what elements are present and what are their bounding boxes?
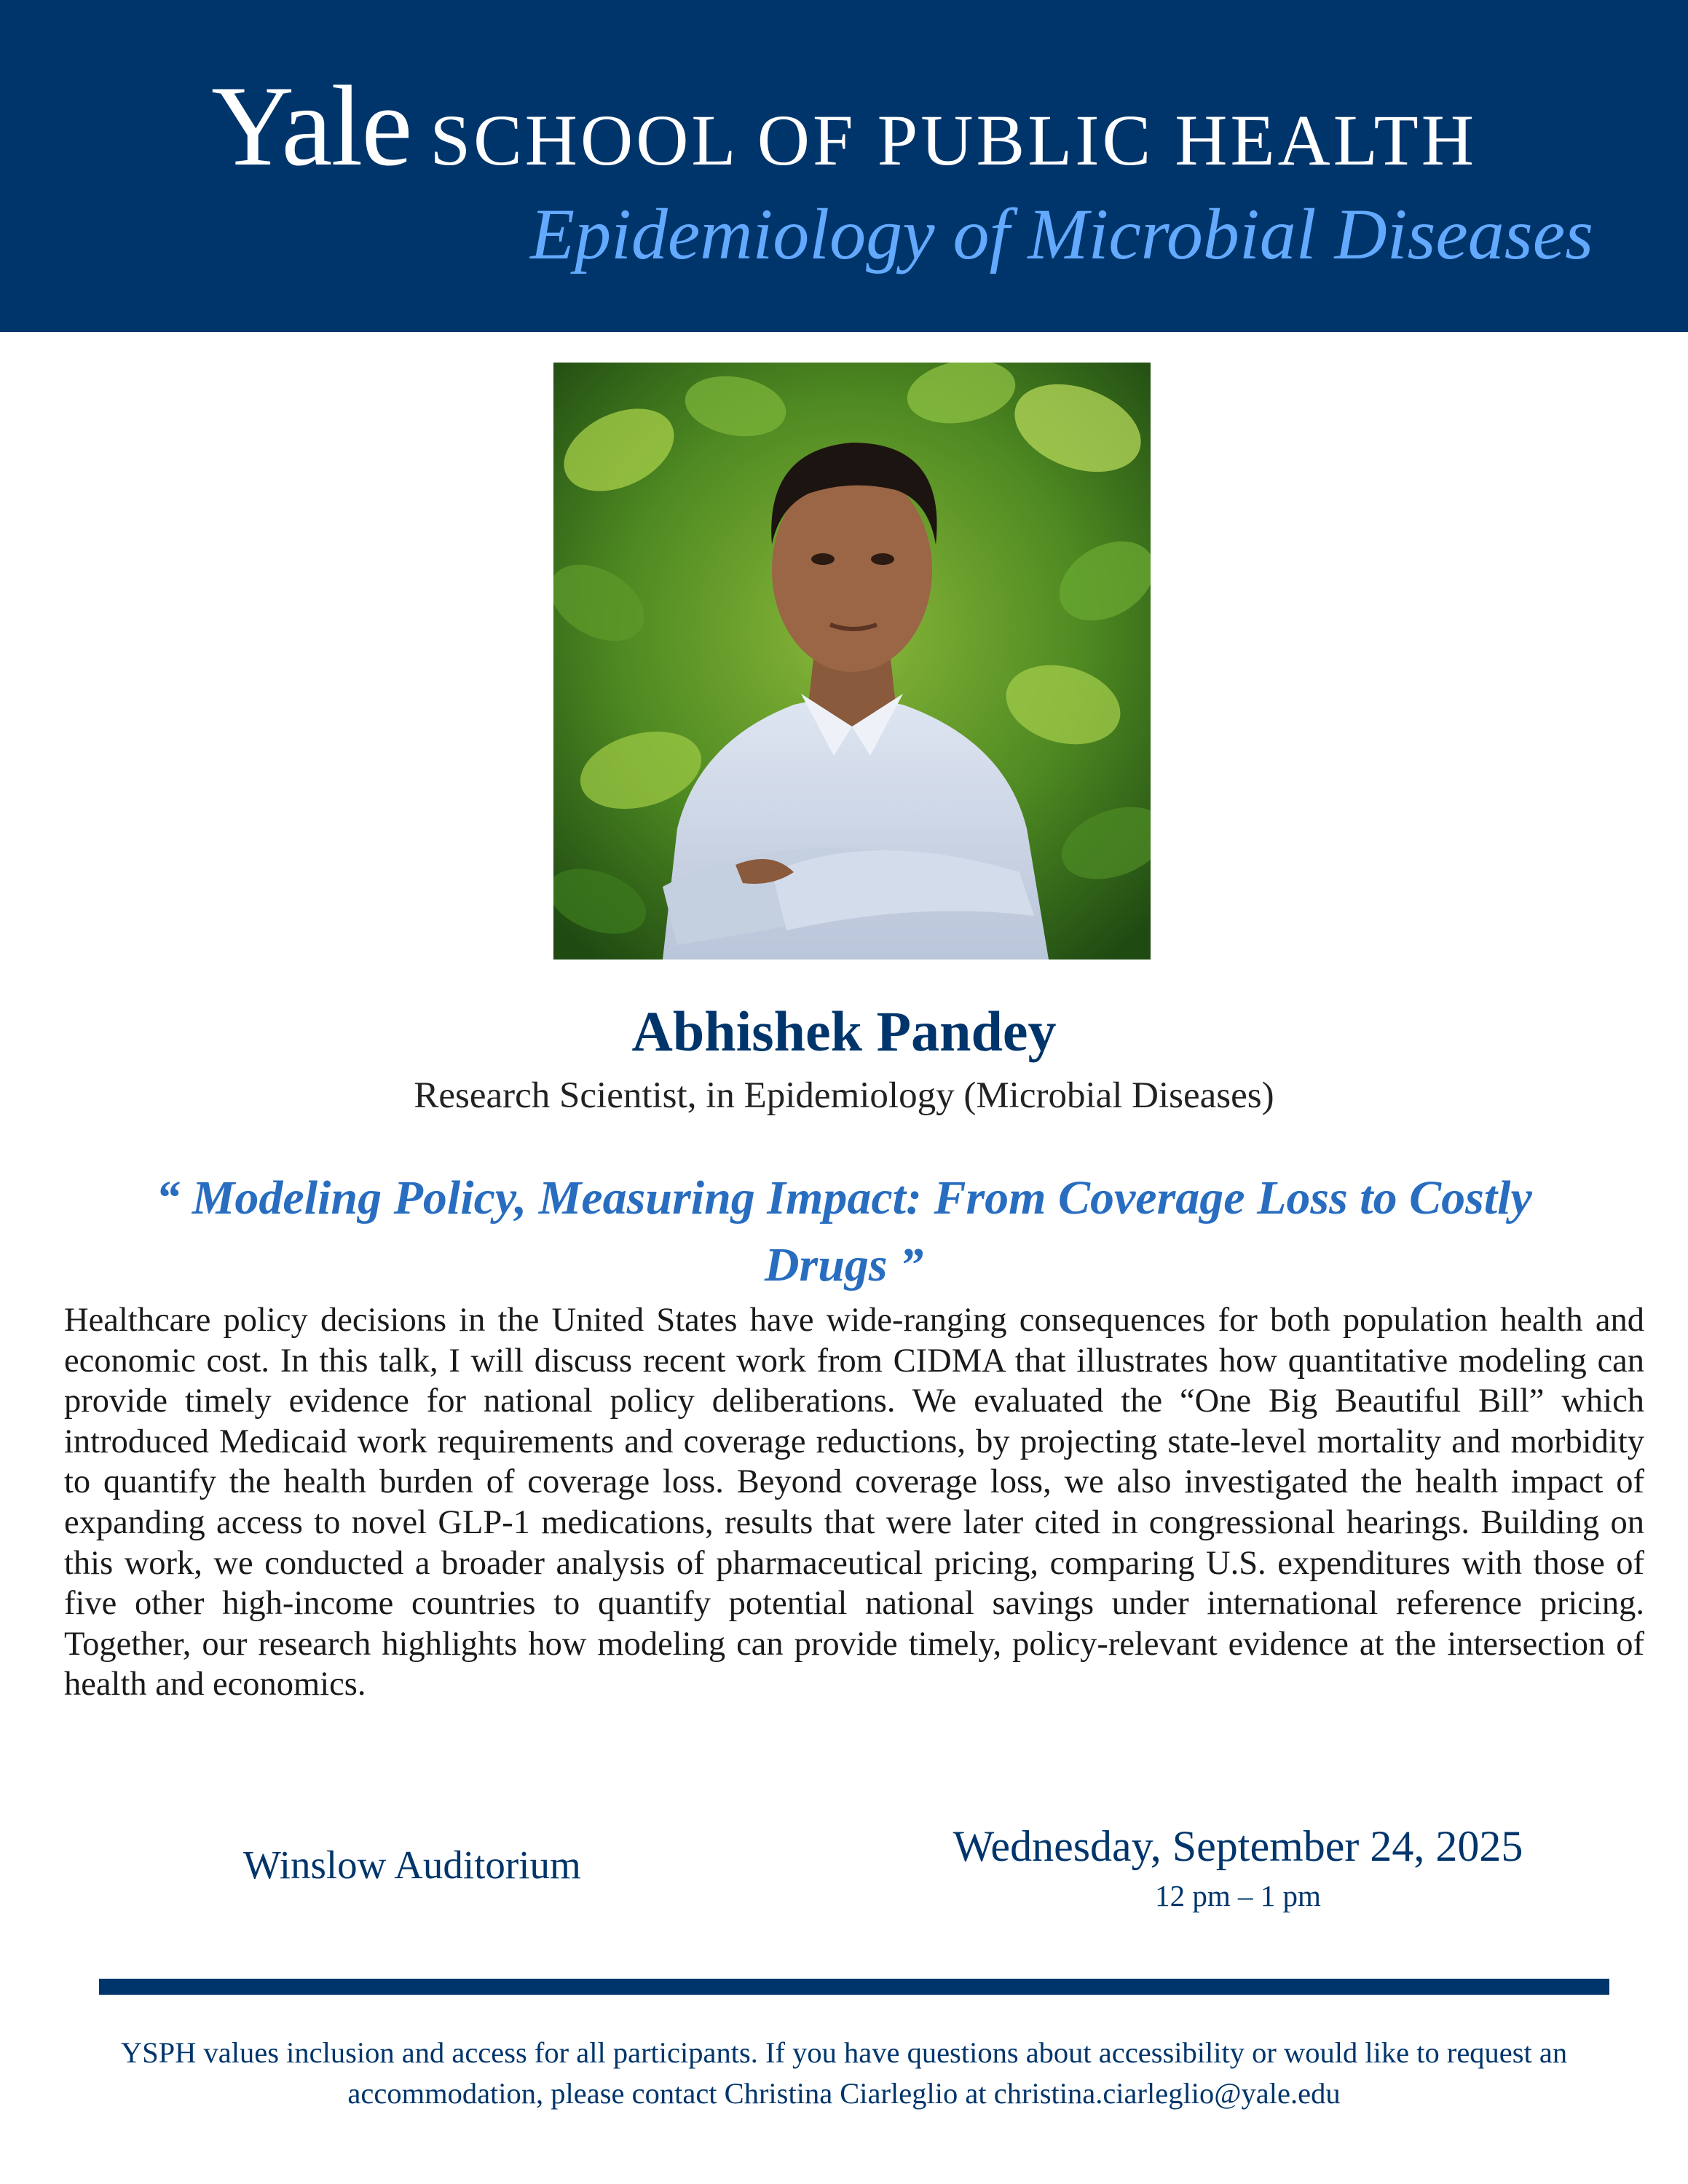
accessibility-notice: YSPH values inclusion and access for all participants. If you have questions about accessibility or would like to request an accommodation, please contact Christina Ciarleglio at christina.ciarleglio@yale.edu bbox=[120, 2036, 1568, 2110]
event-date: Wednesday, September 24, 2025 bbox=[953, 1822, 1523, 1870]
school-wordmark bbox=[0, 63, 1688, 190]
speaker-photo bbox=[553, 363, 1151, 960]
speaker-title: Research Scientist, in Epidemiology (Microbial Diseases) bbox=[414, 1075, 1274, 1116]
event-time: 12 pm – 1 pm bbox=[1155, 1879, 1321, 1912]
header-banner bbox=[0, 0, 1688, 332]
speaker-name: Abhishek Pandey bbox=[631, 1000, 1057, 1063]
school-name: SCHOOL OF PUBLIC HEALTH bbox=[430, 100, 1477, 181]
yale-brand: Yale bbox=[211, 63, 411, 190]
event-location: Winslow Auditorium bbox=[243, 1843, 581, 1887]
department-name: Epidemiology of Microbial Diseases bbox=[530, 194, 1593, 274]
footer-divider bbox=[99, 1979, 1609, 1995]
talk-abstract: Healthcare policy decisions in the United States have wide-ranging consequences for both population health and economic cost. In this talk, I will discuss recent work from CIDMA that illustrates how quantitative modeling can provide timely evidence for national policy deliberations. We evaluated the “One Big Beautiful Bill” which introduced Medicaid work requirements and coverage reductions, by projecting state-level mortality and morbidity to quantify the health burden of coverage loss. Beyond coverage loss, we also investigated the health impact of expanding access to novel GLP-1 medications, results that were later cited in congressional hearings. Building on this work, we conducted a broader analysis of pharmaceutical pricing, comparing U.S. expenditures with those of five other high-income countries to quantify potential national savings under international reference pricing. Together, our research highlights how modeling can provide timely, policy-relevant evidence at the intersection of health and economics. bbox=[64, 1302, 1644, 1704]
talk-title: “ Modeling Policy, Measuring Impact: From Coverage Loss to Costly Drugs ” bbox=[156, 1171, 1532, 1291]
